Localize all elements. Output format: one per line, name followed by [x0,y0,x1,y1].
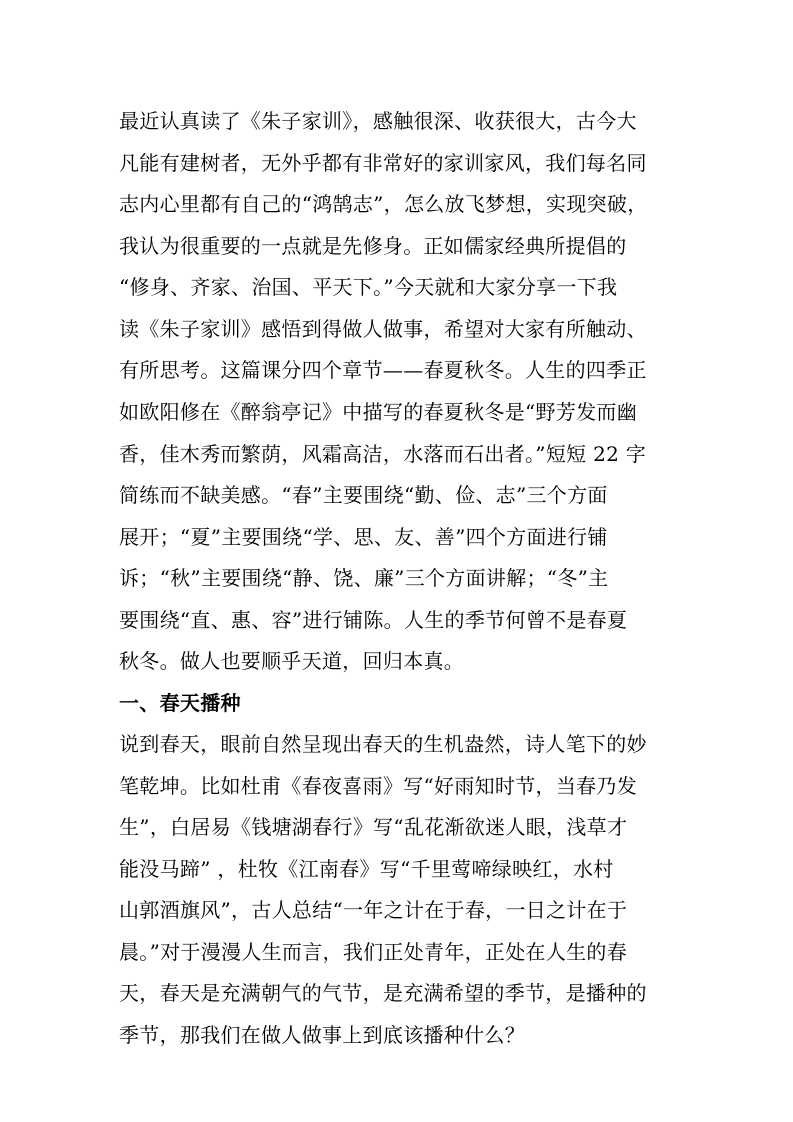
paragraph-line: “修身、齐家、治国、平天下。”今天就和大家分享一下我 [119,275,618,299]
paragraph-line: 如欧阳修在《醉翁亭记》中描写的春夏秋冬是“野芳发而幽 [119,400,638,424]
section-heading: 一、春天播种 [119,691,241,715]
paragraph-line: 志内心里都有自己的“鸿鹄志”，怎么放飞梦想，实现突破， [119,192,648,216]
paragraph-line: 展开；“夏”主要围绕“学、思、友、善”四个方面进行铺 [119,525,608,549]
paragraph-line: 要围绕“直、惠、容”进行铺陈。人生的季节何曾不是春夏 [119,608,628,632]
paragraph-line: 季节，那我们在做人做事上到底该播种什么？ [119,1023,525,1047]
paragraph-line: 最近认真读了《朱子家训》，感触很深、收获很大，古今大 [119,109,637,133]
paragraph-line: 山郭酒旗风”，古人总结“一年之计在于春，一日之计在于 [119,898,628,922]
paragraph-line: 诉；“秋”主要围绕“静、饶、廉”三个方面讲解；“冬”主 [119,566,609,590]
paragraph-line: 生”，白居易《钱塘湖春行》写“乱花渐欲迷人眼，浅草才 [119,815,628,839]
paragraph-line: 秋冬。做人也要顺乎天道，回归本真。 [119,649,465,673]
paragraph-line: 香，佳木秀而繁荫，风霜高洁，水落而石出者。”短短 22 字 [119,442,647,466]
paragraph-line: 我认为很重要的一点就是先修身。正如儒家经典所提倡的 [119,234,627,258]
paragraph-line: 凡能有建树者，无外乎都有非常好的家训家风，我们每名同 [119,151,647,175]
paragraph-line: 读《朱子家训》感悟到得做人做事，希望对大家有所触动、 [119,317,647,341]
paragraph-line: 有所思考。这篇课分四个章节——春夏秋冬。人生的四季正 [119,358,647,382]
paragraph-line: 笔乾坤。比如杜甫《春夜喜雨》写“好雨知时节，当春乃发 [119,774,638,798]
paragraph-line: 能没马蹄” ，杜牧《江南春》写“千里莺啼绿映红，水村 [119,857,614,881]
paragraph-line: 天，春天是充满朝气的气节，是充满希望的季节，是播种的 [119,981,647,1005]
paragraph-line: 简练而不缺美感。“春”主要围绕“勤、俭、志”三个方面 [119,483,608,507]
paragraph-line: 说到春天，眼前自然呈现出春天的生机盎然，诗人笔下的妙 [119,732,647,756]
paragraph-line: 晨。”对于漫漫人生而言，我们正处青年，正处在人生的春 [119,940,628,964]
